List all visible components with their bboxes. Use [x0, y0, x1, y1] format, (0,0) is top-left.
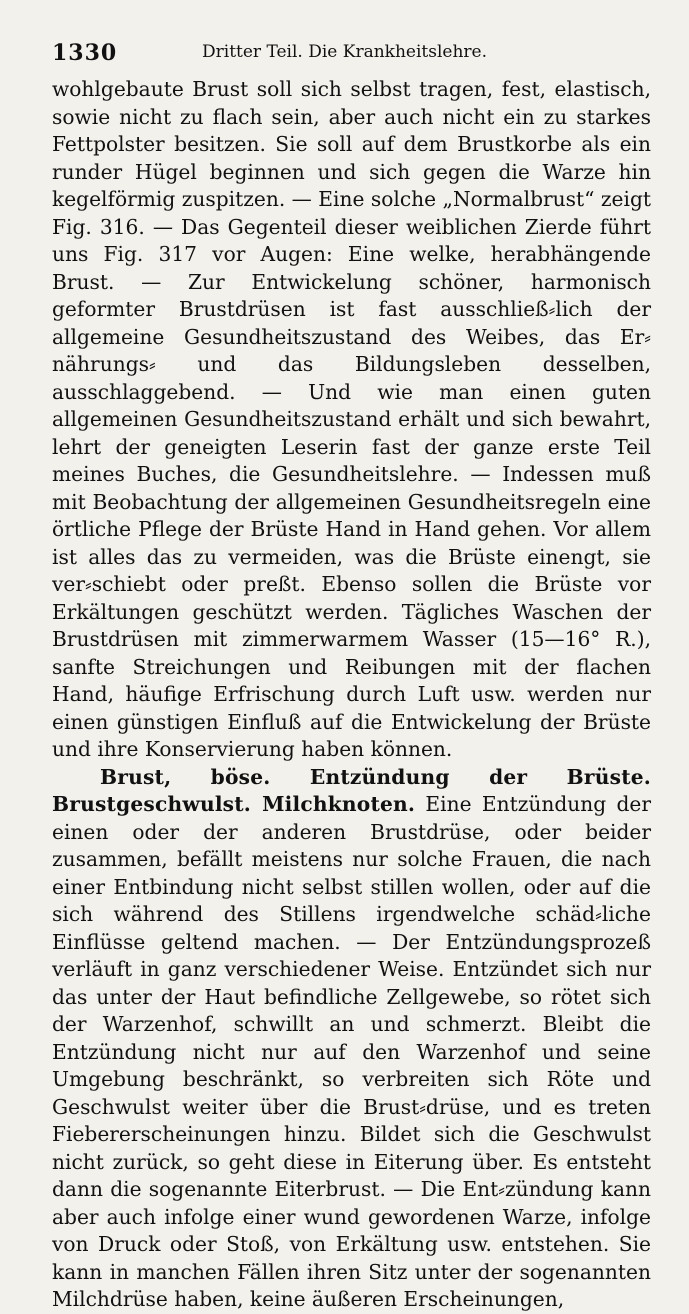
running-head [52, 30, 651, 76]
body-paragraph-2 [52, 764, 651, 1314]
running-title: Dritter Teil. Die Krankheitslehre. [202, 42, 487, 62]
body-paragraph-1: wohlgebaute Brust soll sich selbst tragen, fest, elastisch, sowie nicht zu flach sein, aber auch nicht ein zu starkes Fettpolster besitzen. Sie soll auf dem Brustkorbe als ein runder Hügel beginnen und sich gegen die Warze hin kegelförmig zuspitzen. — Eine solche „Normalbrust“ zeigt Fig. 316. — Das Gegenteil dieser weiblichen Zierde führt uns Fig. 317 vor Augen: Eine welke, herabhängende Brust. — Zur Entwickelung schöner, harmonisch geformter Brustdrüsen ist fast ausschließ⸗lich der allgemeine Gesundheitszustand des Weibes, das Er⸗nährungs⸗ und das Bildungsleben desselben, ausschlaggebend. — Und wie man einen guten allgemeinen Gesundheitszustand erhält und sich bewahrt, lehrt der geneigten Leserin fast der ganze erste Teil meines Buches, die Gesundheitslehre. — Indessen muß mit Beobachtung der allgemeinen Gesundheitsregeln eine örtliche Pflege der Brüste Hand in Hand gehen. Vor allem ist alles das zu vermeiden, was die Brüste einengt, sie ver⸗schiebt oder preßt. Ebenso sollen die Brüste vor Erkältungen geschützt werden. Tägliches Waschen der Brustdrüsen mit zimmerwarmem Wasser (15—16° R.), sanfte Streichungen und Reibungen mit der flachen Hand, häufige Erfrischung durch Luft usw. werden nur einen günstigen Einfluß auf die Entwickelung der Brüste und ihre Konservierung haben können. [52, 77, 651, 761]
section-heading: Brust, böse. Entzündung der Brüste. Brustgeschwulst. Milchknoten. [52, 764, 651, 816]
section-text: Eine Entzündung der einen oder der anderen Brustdrüse, oder beider zusammen, befällt meistens nur solche Frauen, die nach einer Entbindung nicht selbst stillen wollen, oder auf die sich während des Stillens irgendwelche schäd⸗liche Einflüsse geltend machen. — Der Entzündungsprozeß verläuft in ganz verschiedener Weise. Entzündet sich nur das unter der Haut befindliche Zellgewebe, so rötet sich der Warzenhof, schwillt an und schmerzt. Bleibt die Entzündung nicht nur auf den Warzenhof und seine Umgebung beschränkt, so verbreiten sich Röte und Geschwulst weiter über die Brust⸗drüse, und es treten Fiebererscheinungen hinzu. Bildet sich die Geschwulst nicht zurück, so geht diese in Eiterung über. Es entsteht dann die sogenannte Eiterbrust. — Die Ent⸗zündung kann aber auch infolge einer wund gewordenen Warze, infolge von Druck oder Stoß, von Erkältung usw. entstehen. Sie kann in manchen Fällen ihren Sitz unter der sogenannten Milchdrüse haben, keine äußeren Erscheinungen, [52, 792, 651, 1311]
page-number: 1330 [52, 40, 118, 66]
